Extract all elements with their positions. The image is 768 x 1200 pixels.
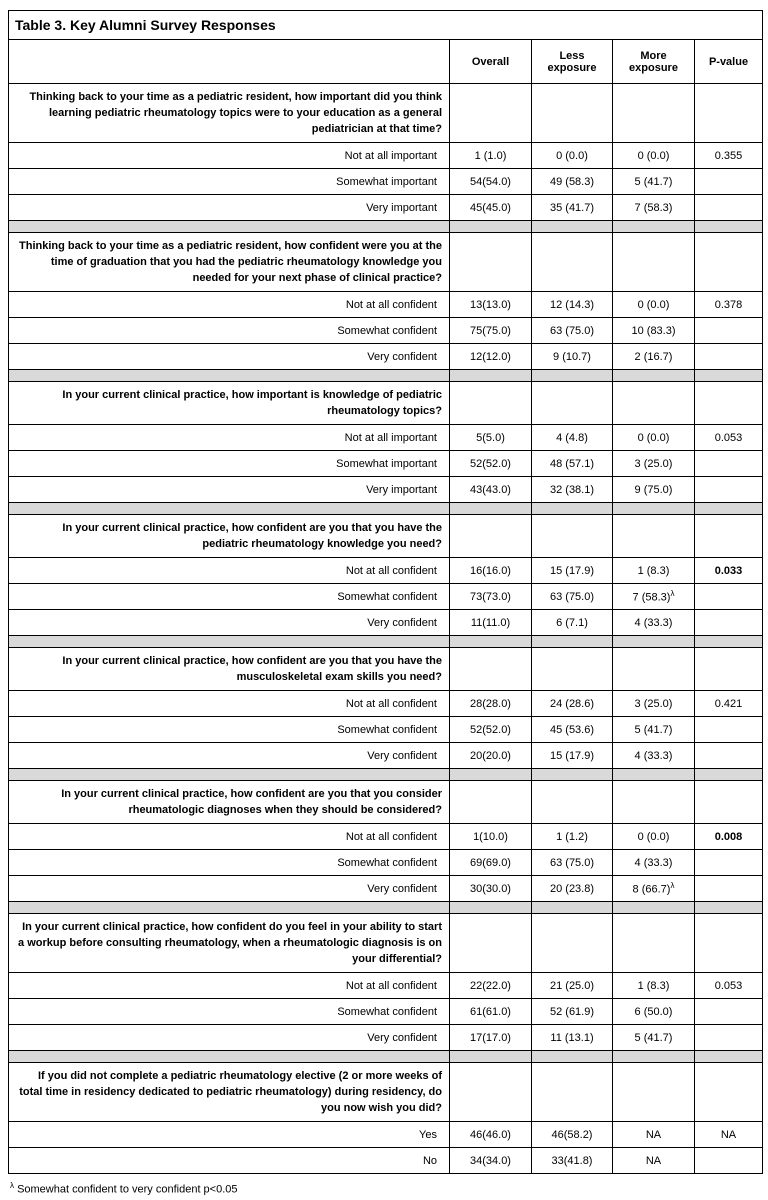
less-exposure-value: 21 (25.0) — [532, 973, 613, 999]
overall-value: 12(12.0) — [450, 344, 532, 370]
response-row — [9, 999, 763, 1025]
separator-cell — [450, 370, 532, 382]
question-text: If you did not complete a pediatric rheumatology elective (2 or more weeks of total time in residency dedicated to pediatric rheumatology) during residency, do you now wish you did? — [9, 1063, 450, 1122]
header-row — [9, 40, 763, 84]
separator-cell — [695, 221, 763, 233]
response-label: Not at all confident — [9, 292, 450, 318]
overall-value: 1 (1.0) — [450, 143, 532, 169]
p-value — [695, 876, 763, 902]
response-label: Somewhat confident — [9, 584, 450, 610]
more-exposure-value: 0 (0.0) — [637, 830, 670, 843]
question-empty-cell — [613, 233, 695, 292]
question-empty-cell — [450, 648, 532, 691]
separator-cell — [9, 769, 450, 781]
response-row — [9, 344, 763, 370]
overall-value: 5(5.0) — [450, 425, 532, 451]
header-less-exposure: Less exposure — [532, 40, 613, 84]
response-label: Somewhat confident — [9, 717, 450, 743]
overall-value: 75(75.0) — [450, 318, 532, 344]
response-row — [9, 558, 763, 584]
p-value — [695, 610, 763, 636]
response-label: Very confident — [9, 743, 450, 769]
response-label: Not at all confident — [9, 691, 450, 717]
question-empty-cell — [695, 382, 763, 425]
response-row — [9, 425, 763, 451]
less-exposure-value: 35 (41.7) — [532, 195, 613, 221]
more-exposure-value: 6 (50.0) — [634, 1005, 673, 1018]
question-text: In your current clinical practice, how confident are you that you have the musculoskeletal exam skills you need? — [9, 648, 450, 691]
separator-cell — [613, 503, 695, 515]
separator-row — [9, 636, 763, 648]
more-exposure-cell — [613, 344, 695, 370]
question-empty-cell — [450, 914, 532, 973]
question-row — [9, 515, 763, 558]
question-empty-cell — [613, 84, 695, 143]
question-empty-cell — [695, 648, 763, 691]
less-exposure-value: 15 (17.9) — [532, 558, 613, 584]
separator-cell — [450, 769, 532, 781]
overall-value: 52(52.0) — [450, 717, 532, 743]
question-empty-cell — [532, 382, 613, 425]
separator-cell — [450, 1051, 532, 1063]
response-row — [9, 195, 763, 221]
more-exposure-value: 1 (8.3) — [637, 564, 670, 577]
overall-value: 13(13.0) — [450, 292, 532, 318]
separator-row — [9, 221, 763, 233]
question-row — [9, 914, 763, 973]
p-value — [695, 451, 763, 477]
question-empty-cell — [532, 914, 613, 973]
more-exposure-cell — [613, 743, 695, 769]
separator-cell — [613, 769, 695, 781]
separator-cell — [695, 636, 763, 648]
less-exposure-value: 63 (75.0) — [532, 850, 613, 876]
overall-value: 73(73.0) — [450, 584, 532, 610]
more-exposure-cell — [613, 477, 695, 503]
overall-value: 17(17.0) — [450, 1025, 532, 1051]
more-exposure-value: 3 (25.0) — [634, 457, 673, 470]
separator-cell — [695, 769, 763, 781]
p-value — [695, 999, 763, 1025]
question-empty-cell — [450, 781, 532, 824]
response-row — [9, 717, 763, 743]
separator-row — [9, 769, 763, 781]
question-empty-cell — [613, 781, 695, 824]
overall-value: 52(52.0) — [450, 451, 532, 477]
separator-cell — [9, 902, 450, 914]
question-text: In your current clinical practice, how confident do you feel in your ability to start a workup before consulting rheumatology, when a rheumatologic diagnosis is on your differential? — [9, 914, 450, 973]
question-empty-cell — [450, 84, 532, 143]
separator-cell — [613, 636, 695, 648]
response-row — [9, 850, 763, 876]
p-value — [695, 743, 763, 769]
p-value: 0.033 — [695, 558, 763, 584]
question-row — [9, 84, 763, 143]
overall-value: 11(11.0) — [450, 610, 532, 636]
response-label: Very confident — [9, 344, 450, 370]
question-empty-cell — [450, 233, 532, 292]
response-row — [9, 973, 763, 999]
question-empty-cell — [532, 84, 613, 143]
response-label: Somewhat confident — [9, 318, 450, 344]
question-empty-cell — [532, 515, 613, 558]
more-exposure-value: 8 (66.7) — [632, 883, 671, 896]
less-exposure-value: 24 (28.6) — [532, 691, 613, 717]
response-row — [9, 1025, 763, 1051]
p-value: 0.378 — [695, 292, 763, 318]
more-exposure-cell — [613, 195, 695, 221]
more-exposure-value: 3 (25.0) — [634, 697, 673, 710]
more-exposure-value: 0 (0.0) — [637, 149, 670, 162]
separator-cell — [532, 503, 613, 515]
p-value: NA — [695, 1122, 763, 1148]
more-exposure-cell — [613, 558, 695, 584]
response-label: Somewhat confident — [9, 999, 450, 1025]
separator-cell — [450, 902, 532, 914]
question-row — [9, 233, 763, 292]
question-empty-cell — [695, 233, 763, 292]
p-value — [695, 1025, 763, 1051]
overall-value: 43(43.0) — [450, 477, 532, 503]
response-label: Not at all important — [9, 425, 450, 451]
response-row — [9, 743, 763, 769]
more-exposure-value: 4 (33.3) — [634, 856, 673, 869]
response-row — [9, 584, 763, 610]
more-exposure-cell — [613, 292, 695, 318]
significance-mark: λ — [670, 589, 675, 599]
response-label: Very important — [9, 195, 450, 221]
question-empty-cell — [613, 648, 695, 691]
response-label: Not at all confident — [9, 558, 450, 584]
more-exposure-value: 5 (41.7) — [634, 1031, 673, 1044]
response-row — [9, 1122, 763, 1148]
separator-cell — [695, 370, 763, 382]
more-exposure-value: 9 (75.0) — [634, 483, 673, 496]
question-empty-cell — [695, 84, 763, 143]
more-exposure-cell — [613, 1025, 695, 1051]
response-row — [9, 824, 763, 850]
more-exposure-cell — [613, 451, 695, 477]
more-exposure-cell — [613, 691, 695, 717]
separator-cell — [9, 636, 450, 648]
response-label: Very confident — [9, 1025, 450, 1051]
response-label: Very important — [9, 477, 450, 503]
separator-cell — [9, 221, 450, 233]
less-exposure-value: 48 (57.1) — [532, 451, 613, 477]
overall-value: 28(28.0) — [450, 691, 532, 717]
separator-cell — [450, 221, 532, 233]
question-text: In your current clinical practice, how confident are you that you consider rheumatologic diagnoses when they should be considered? — [9, 781, 450, 824]
separator-cell — [695, 902, 763, 914]
question-empty-cell — [695, 1063, 763, 1122]
less-exposure-value: 20 (23.8) — [532, 876, 613, 902]
more-exposure-cell — [613, 999, 695, 1025]
question-empty-cell — [695, 781, 763, 824]
separator-row — [9, 503, 763, 515]
p-value — [695, 169, 763, 195]
more-exposure-cell — [613, 610, 695, 636]
header-more-exposure: More exposure — [613, 40, 695, 84]
question-row — [9, 1063, 763, 1122]
separator-cell — [613, 902, 695, 914]
footnote — [8, 1181, 762, 1196]
overall-value: 46(46.0) — [450, 1122, 532, 1148]
p-value: 0.421 — [695, 691, 763, 717]
overall-value: 34(34.0) — [450, 1148, 532, 1174]
question-empty-cell — [613, 1063, 695, 1122]
less-exposure-value: 11 (13.1) — [532, 1025, 613, 1051]
more-exposure-value: NA — [645, 1128, 662, 1141]
response-row — [9, 143, 763, 169]
less-exposure-value: 32 (38.1) — [532, 477, 613, 503]
question-text: Thinking back to your time as a pediatric resident, how important did you think learning pediatric rheumatology topics were to your education as a general pediatrician at that time? — [9, 84, 450, 143]
more-exposure-cell — [613, 425, 695, 451]
question-empty-cell — [613, 914, 695, 973]
more-exposure-value: 10 (83.3) — [631, 324, 676, 337]
less-exposure-value: 1 (1.2) — [532, 824, 613, 850]
more-exposure-value: 0 (0.0) — [637, 431, 670, 444]
response-label: Not at all confident — [9, 824, 450, 850]
less-exposure-value: 49 (58.3) — [532, 169, 613, 195]
separator-cell — [450, 636, 532, 648]
question-text: In your current clinical practice, how important is knowledge of pediatric rheumatology topics? — [9, 382, 450, 425]
more-exposure-value: 2 (16.7) — [634, 350, 673, 363]
significance-mark: λ — [670, 881, 675, 891]
response-label: Somewhat important — [9, 451, 450, 477]
less-exposure-value: 52 (61.9) — [532, 999, 613, 1025]
p-value — [695, 318, 763, 344]
survey-table — [8, 10, 763, 1174]
more-exposure-cell — [613, 973, 695, 999]
overall-value: 1(10.0) — [450, 824, 532, 850]
less-exposure-value: 46(58.2) — [532, 1122, 613, 1148]
less-exposure-value: 4 (4.8) — [532, 425, 613, 451]
more-exposure-value: 4 (33.3) — [634, 616, 673, 629]
separator-cell — [532, 902, 613, 914]
more-exposure-cell — [613, 876, 695, 902]
question-row — [9, 648, 763, 691]
separator-cell — [532, 1051, 613, 1063]
response-row — [9, 691, 763, 717]
more-exposure-cell — [613, 143, 695, 169]
response-row — [9, 292, 763, 318]
more-exposure-cell — [613, 824, 695, 850]
separator-cell — [695, 503, 763, 515]
separator-cell — [613, 1051, 695, 1063]
separator-row — [9, 1051, 763, 1063]
separator-cell — [613, 370, 695, 382]
separator-cell — [9, 503, 450, 515]
title-row — [9, 11, 763, 40]
more-exposure-value: 7 (58.3) — [632, 591, 671, 604]
question-empty-cell — [613, 382, 695, 425]
more-exposure-cell — [613, 1148, 695, 1174]
less-exposure-value: 12 (14.3) — [532, 292, 613, 318]
separator-cell — [532, 636, 613, 648]
less-exposure-value: 63 (75.0) — [532, 584, 613, 610]
more-exposure-cell — [613, 584, 695, 610]
response-row — [9, 876, 763, 902]
overall-value: 22(22.0) — [450, 973, 532, 999]
more-exposure-value: 5 (41.7) — [634, 175, 673, 188]
response-label: Somewhat important — [9, 169, 450, 195]
question-empty-cell — [450, 382, 532, 425]
response-row — [9, 451, 763, 477]
more-exposure-value: 5 (41.7) — [634, 723, 673, 736]
separator-cell — [9, 370, 450, 382]
separator-cell — [613, 221, 695, 233]
less-exposure-value: 33(41.8) — [532, 1148, 613, 1174]
separator-cell — [532, 370, 613, 382]
separator-cell — [532, 221, 613, 233]
header-p-value: P-value — [695, 40, 763, 84]
overall-value: 69(69.0) — [450, 850, 532, 876]
more-exposure-value: 7 (58.3) — [634, 201, 673, 214]
more-exposure-cell — [613, 1122, 695, 1148]
response-label: Not at all confident — [9, 973, 450, 999]
p-value — [695, 195, 763, 221]
overall-value: 16(16.0) — [450, 558, 532, 584]
more-exposure-value: 4 (33.3) — [634, 749, 673, 762]
question-empty-cell — [450, 1063, 532, 1122]
response-row — [9, 1148, 763, 1174]
separator-cell — [532, 769, 613, 781]
response-label: Somewhat confident — [9, 850, 450, 876]
question-empty-cell — [532, 648, 613, 691]
p-value — [695, 850, 763, 876]
more-exposure-cell — [613, 850, 695, 876]
question-row — [9, 781, 763, 824]
less-exposure-value: 6 (7.1) — [532, 610, 613, 636]
overall-value: 20(20.0) — [450, 743, 532, 769]
header-blank — [9, 40, 450, 84]
less-exposure-value: 15 (17.9) — [532, 743, 613, 769]
less-exposure-value: 63 (75.0) — [532, 318, 613, 344]
p-value — [695, 344, 763, 370]
question-empty-cell — [532, 233, 613, 292]
p-value: 0.008 — [695, 824, 763, 850]
separator-cell — [9, 1051, 450, 1063]
separator-row — [9, 370, 763, 382]
question-row — [9, 382, 763, 425]
separator-cell — [695, 1051, 763, 1063]
p-value: 0.053 — [695, 425, 763, 451]
response-row — [9, 610, 763, 636]
p-value — [695, 477, 763, 503]
separator-row — [9, 902, 763, 914]
question-text: Thinking back to your time as a pediatric resident, how confident were you at the time of graduation that you had the pediatric rheumatology knowledge you needed for your next phase of clinical practice? — [9, 233, 450, 292]
less-exposure-value: 0 (0.0) — [532, 143, 613, 169]
question-empty-cell — [695, 914, 763, 973]
p-value — [695, 584, 763, 610]
response-row — [9, 477, 763, 503]
response-label: Very confident — [9, 610, 450, 636]
p-value — [695, 1148, 763, 1174]
p-value: 0.053 — [695, 973, 763, 999]
response-label: Yes — [9, 1122, 450, 1148]
question-text: In your current clinical practice, how confident are you that you have the pediatric rheumatology knowledge you need? — [9, 515, 450, 558]
response-label: No — [9, 1148, 450, 1174]
more-exposure-value: NA — [645, 1154, 662, 1167]
question-empty-cell — [695, 515, 763, 558]
separator-cell — [450, 503, 532, 515]
question-empty-cell — [450, 515, 532, 558]
p-value: 0.355 — [695, 143, 763, 169]
overall-value: 30(30.0) — [450, 876, 532, 902]
more-exposure-cell — [613, 717, 695, 743]
response-row — [9, 318, 763, 344]
footnote-symbol: λ — [10, 1181, 14, 1190]
footnote-text: Somewhat confident to very confident p<0.05 — [17, 1183, 238, 1196]
response-row — [9, 169, 763, 195]
more-exposure-value: 1 (8.3) — [637, 979, 670, 992]
question-empty-cell — [532, 781, 613, 824]
response-label: Very confident — [9, 876, 450, 902]
more-exposure-cell — [613, 318, 695, 344]
less-exposure-value: 9 (10.7) — [532, 344, 613, 370]
overall-value: 45(45.0) — [450, 195, 532, 221]
more-exposure-value: 0 (0.0) — [637, 298, 670, 311]
less-exposure-value: 45 (53.6) — [532, 717, 613, 743]
header-overall: Overall — [450, 40, 532, 84]
question-empty-cell — [613, 515, 695, 558]
question-empty-cell — [532, 1063, 613, 1122]
document — [8, 10, 762, 1196]
table-title: Table 3. Key Alumni Survey Responses — [9, 11, 763, 40]
overall-value: 54(54.0) — [450, 169, 532, 195]
response-label: Not at all important — [9, 143, 450, 169]
more-exposure-cell — [613, 169, 695, 195]
overall-value: 61(61.0) — [450, 999, 532, 1025]
p-value — [695, 717, 763, 743]
